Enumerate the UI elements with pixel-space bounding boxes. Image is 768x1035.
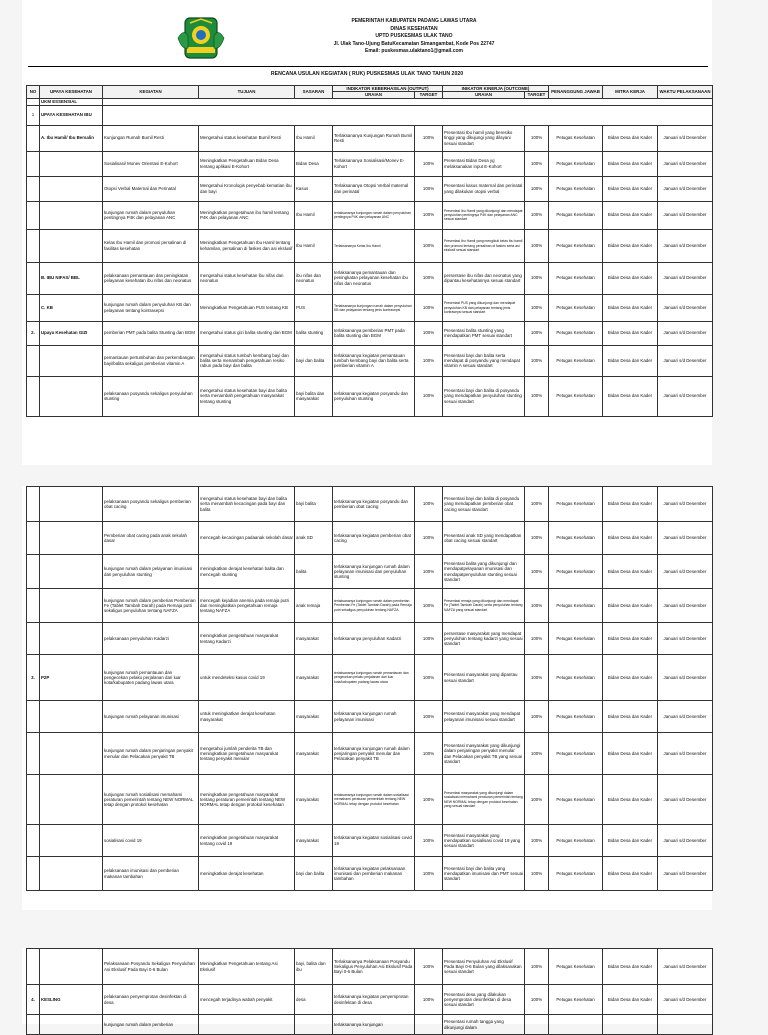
letterhead-text — [234, 18, 594, 56]
table-row: pelaksanaan imunisasi dan pemberian makanan tambahan meningkatkan derajat kesehatan bayi dan balita terlaksananya kegiatan pelaksanaan imunisasi dan pemberian makanan tambahan 100% Presentasi bayi dan balita yang mendapatkan imunisasi dan PMT sesuai standart 100% Petugas Kesehatan Bidan Desa dan Kader Januari s/d Desember — [27, 857, 713, 891]
letterhead — [22, 0, 712, 80]
table-row: 1 UPAYA KESEHATAN IBU — [27, 105, 713, 125]
department-name: DINAS KESEHATAN — [390, 25, 438, 32]
email: Email: puskesmas.ulaktano1@gmail.com — [365, 48, 463, 55]
table-row: 4. KESLING pelaksanaan penyemprotan desinfektan di desa mencegah terjadinya wabah penyakit desa terlaksananya kegiatan penyemprotan desinfektan di desa 100% Presentasi desa yang dilakukan penyemprotan desinfektan di desa sesuai standart 100% Petugas Kesehatan Bidan Desa dan Kader Januari s/d Desember — [27, 985, 713, 1015]
table-row: Kelas Ibu Hamil dan promosi persalinan di fasilitas kesehatan Meningkatkan Pengetahuan Ibu Hamil tentang kehamilan, persalinan di faskes dan asi ekslusif Ibu Hamil Terlaksananya Kelas Ibu Hamil 100% Presentasi Ibu Hamil yang mengikuti kelas ibu hamil dan promosi tentang persalinan di faskes serta asi ekslusif sesuai standart 100% Petugas Kesehatan Bidan Desa dan Kader Januari s/d Desember — [27, 229, 713, 262]
col-waktu: WAKTU PELAKSANAAN — [658, 86, 713, 99]
table-row: kunjungan rumah dalam penjaringan penyakit menular dan Pelacakan penyakit TB mengetahui jumlah penderita TB dan meningkatkan pengetahuan masyarakat tentang penyakit menular masyarakat terlaksananya kunjungan rumah dalam penjaringan penyakit menular dan Pelacakan penyakit TB 100% Presentasi masyarakat yang dikunjungi dalam penjaringan penyakit menular dan Pelacakan penyakit TB yang sesuai standart 100% Petugas Kesehatan Bidan Desa dan Kader Januari s/d Desember — [27, 733, 713, 775]
table-row: kunjungan rumah dalam pemberian terlaksananya kunjungan Presentasi rumah tangga yang dikunjungi dalam — [27, 1015, 713, 1035]
document-page-3 — [22, 948, 712, 1030]
document-page-2 — [22, 486, 712, 910]
col-mitra: MITRA KERJA — [603, 86, 658, 99]
col-output-target: TARGET — [415, 92, 443, 98]
col-sasaran: SASARAN — [295, 86, 333, 99]
table-row: pelaksanaan penyuluhan Kadarzi meningkatkan pengetahuan masyarakat tentang Kadarzi masyarakat terlaksananya penyuluhan Kadarzi 100% persentase masyarakat yang mendapat penyuluhan tentang kadarzi yang sesuai standart 100% Petugas Kesehatan Bidan Desa dan Kader Januari s/d Desember — [27, 623, 713, 655]
puskesmas-name: UPTD PUSKESMAS ULAK TANO — [375, 33, 453, 40]
ruk-table-page-1 — [26, 85, 713, 417]
table-row: Pelaksanaan Posyandu Sekaligus Penyuluhan Asi Ekslusif Pada Bayi 0-6 Bulan Meningkatkan Pengetahuan tentang Asi Ekslusif bayi, balita dan ibu Terlaksananya Pelaksanaan Posyandu Sekaligus Penyuluhan Asi Ekslusif Pada Bayi 0-6 Bulan 100% Presentasi Penyuluhan Asi Ekslusif Pada Bayi 0-6 Bulan yang dilaksanakan sesuai standart 100% Petugas Kesehatan Bidan Desa dan Kader Januari s/d Desember — [27, 949, 713, 985]
table-row: Sosialisasi/ Monev Orientasi E-Kohort Meningkatkan Pengetahuan Bidan Desa tentang aplikasi E-Kohort Bidan Desa Terlaksananya Sosialisasi/Monev E-Kohort 100% Presentasi Bidan Desa yg melaksanakan input E-Kohort 100% Petugas Kesehatan Bidan Desa dan Kader Januari s/d Desember — [27, 151, 713, 176]
col-outcome: INIKATOR KINERJA (OUTCOME) — [443, 86, 549, 92]
regency-logo-icon — [176, 16, 226, 60]
table-row: A. Ibu Hamil/ Ibu Bersalin Kunjungan Rumah Bumil Resti Mengetahui status kesehatan Bumil Resti Ibu Hamil Terlaksananya Kunjungan Rumah Bumil Resti 100% Presentasi Ibu hamil yang beresiko tinggi yang dikujungi yang dilayani sesuai standart 100% Petugas Kesehatan Bidan Desa dan Kader Januari s/d Desember — [27, 125, 713, 151]
table-row: pelaksanaan posyandu sekaligus penyuluhan stunting mengetahui status kesehatan bayi dan balita serta menambah pengetahuan masyarakat tentang stunting bayi balita dan masyarakat terlaksananya kegiatan posyandu dan penyuluhan stunting 100% Presentasi bayi dan balita di posyandu yang mendapatkan penyuluhan stunting sesuai standart 100% Petugas Kesehatan Bidan Desa dan Kader Januari s/d Desember — [27, 376, 713, 416]
table-row: kunjungan rumah dalam pelayanan imunisasi dan penyuluhan stunting meningkatkan derajat kesehatan balita dan mencegah stunting balita terlaksananya kunjungan rumah dalam pelayanan imunisasi dan penyuluhan stunting 100% Presentasi balita yang dikunjungi dan mendapatpelayanan imunisasi dan mendapatpenyuluhan stunting sesuai standart 100% Petugas Kesehatan Bidan Desa dan Kader Januari s/d Desember — [27, 555, 713, 589]
table-row: 2. Upaya Kesehatan GIZI pemberian PMT pada balita Stunting dan BGM mengetahui status gizi balita stunting dan BGM balita stunting terlaksananya pemberian PMT pada balita stunting dan BGM 100% Presentasi balita stunting yang mendapatkan PMT sesuai standart 100% Petugas Kesehatan Bidan Desa dan Kader Januari s/d Desember — [27, 321, 713, 345]
table-row: kunjungan rumah sosialisasi memahami peraturan pemerintah tentang NEW NORMAL tetap dengan protokol kesehatan meningkatkan pengetahuan masyarakat tentang peraturan pemerintah tentang NEW NORMAL tetap dengan protokol kesehatan masyarakat terlaksananya kunjungan rumah dalam sosialisasi memahami peraturan pemerintah tentang NEW NORMAL tetap dengan protokol kesehatan 100% Presentasi masyarakat yang dikunjungi dalam sosialisasi memahami peraturan pemerintah tentang NEW NORMAL tetap dengan protokol kesehatan yang sesuai standart 100% Petugas Kesehatan Bidan Desa dan Kader Januari s/d Desember — [27, 775, 713, 825]
col-no: NO — [27, 86, 40, 99]
col-outcome-target: TARGET — [525, 92, 549, 98]
table-row: sosialisasi covid 19 meningkatkan pengetahuan masyarakat tentang covid 19 masyarakat terlaksananya kegiatan sosialisasi covid 19 100% Presentasi masyarakat yang mendapatkan sosialisasi covid 19 yang sesuai standart 100% Petugas Kesehatan Bidan Desa dan Kader Januari s/d Desember — [27, 825, 713, 857]
letterhead-divider — [28, 66, 708, 67]
table-row: pelaksanaan posyandu sekaligus pemberian obat cacing mengetahui status kesehatan bayi dan balita serta menambah kecacingan pada bayi dan balita bayi balita terlaksananya kegiatan posyandu dan pemberian obat cacing 100% Presentasi bayi dan balita di posyandu yang mendapatkan pemberian obat cacing sesuai standart 100% Petugas Kesehatan Bidan Desa dan Kader Januari s/d Desember — [27, 487, 713, 522]
document-page-1 — [22, 0, 712, 465]
ruk-table-page-2 — [26, 486, 713, 891]
table-row: kunjungan rumah dalam pemberian Pemberian Fe (Tablet Tambah Darah) pada Remaja putri sekaligus penyuluhan tentang NAFZA mencegah kejadian anemia pada remaja putri dan meningkatkan pengetahuan remaja tentang NAFZA anak remaja terlaksananya kunjungan rumah dalam pemberian Pemberian Fe (Tablet Tambah Darah) pada Remaja putri sekaligus penyuluhan tentang NAFZA 100% Presentasi remaja yang dikunjungi dan mendapat Fe (Tablet Tambah Darah) serta penyuluhan tentang NAFZA yang sesuai standart 100% Petugas Kesehatan Bidan Desa dan Kader Januari s/d Desember — [27, 589, 713, 623]
table-row: 3. P2P kunjungan rumah pemantauan dan pengecekan pelaku perjalanan dari luar kota/kabupaten padang lawas utara untuk mendeteksi kasus covid 19 masyarakat terlaksananya kunjungan rumah pemantauan dan pengecekan pelaku perjalanan dari luar kota/kabupaten padang lawas utara 100% Presentasi masyarakat yang dipantau sesuai standart 100% Petugas Kesehatan Bidan Desa dan Kader Januari s/d Desember — [27, 655, 713, 701]
table-row: pemantauan pertumbuhan dan perkembangan bayi/balita sekaligus pemberian vitamin A mengetahui status tumbuh kembang bayi dan balita serta menambah pengetahuan resiko rabun pada bayi dan balita bayi dan balita terlaksananya kegiatan pemantauan tumbuh kembang bayi dan balita serta pemberian vitamin A 100% Presentasi bayi dan balita serta mendapat di posyandu yang mendapat vitamin A sesuai standart 100% Petugas Kesehatan Bidan Desa dan Kader Januari s/d Desember — [27, 345, 713, 376]
address: Jl. Ulak Tano-Ujung BatuKecamatan Simangambat, Kode Pos 22747 — [333, 40, 495, 47]
ukm-label: UKM ESSENSIAL — [40, 98, 103, 105]
col-penanggung-jawab: PENANGGUNG JAWAB — [549, 86, 603, 99]
col-tujuan: TUJUAN — [199, 86, 295, 99]
table-row: B. IBU NIFAS/ BBL pelaksanaan pemantauan dan peningkatan pelayanan kesehatan ibu nifas dan neonatus mengetahui status kesehatan ibu nifas dan neonatus ibu nifas dan neonatus terlaksananya pemantauan dan peningkatan pelayanan kesehatan ibu nifas dan neonatus 100% persentase ibu nifas dan neonatus yang dipantau kesehatannya sesuai standart 100% Petugas Kesehatan Bidan Desa dan Kader Januari s/d Desember — [27, 262, 713, 294]
document-title: RENCANA USULAN KEGIATAN ( RUK) PUSKESMAS ULAK TANO TAHUN 2020 — [270, 71, 464, 77]
col-output-uraian: URAIAN — [333, 92, 415, 98]
table-row: kunjungan rumah pelayanan imunisasi untuk meningkatkan derajat kesehatan masyarakat masyarakat terlaksananya kunjungan rumah pelayanan imunisasi 100% Presentasi masyarakat yang mendapat pelayanan imunisasi sesuai standart 100% Petugas Kesehatan Bidan Desa dan Kader Januari s/d Desember — [27, 701, 713, 733]
col-kegiatan: KEGIATAN — [103, 86, 199, 99]
table-row: kunjungan rumah dalam penyuluhan pentingnya P4K dan pelayanan ANC Meningkatkan pengetahuan ibu hamil tentang P4K dan pelayanan ANC Ibu Hamil terlaksananya kunjungan rumah dalam penyuluhan pentingnya P4K dan pelayanan ANC 100% Presentasi Ibu Hamil yang dikunjungi dan mendapat penyuluhan pentingnya P4K dan pelayanan ANC sesuai standart 100% Petugas Kesehatan Bidan Desa dan Kader Januari s/d Desember — [27, 201, 713, 229]
ruk-table-page-3 — [26, 948, 713, 1035]
col-upaya: UPAYA KESEHATAN — [40, 86, 103, 99]
table-row: Otopsi Verbal Maternal dan Perinatal Mengetahui Kronologis penyebab kematian ibu dan bayi Kasus Terlaksananya Otopsi Verbal maternal dan perinatal 100% Presentasi kasus maternal dan perinatal yang dilakukan otopsi verbal 100% Petugas Kesehatan Bidan Desa dan Kader Januari s/d Desember — [27, 176, 713, 201]
table-row: C. KB kunjungan rumah dalam penyuluhan KB dan pelayanan tentang kontrasepsi Meningkatkan Pengetahuan PUS tentang KB PUS Terlaksananya kunjungan rumah dalam penyuluhan KB dan pelayanan tentang jenis kontrasepsi 100% Presentasi PUS yang dikunjungi dan mendapat penyuluhan KB dan pelayanan tentang jenis kontrasepsi sesuai standart 100% Petugas Kesehatan Bidan Desa dan Kader Januari s/d Desember — [27, 294, 713, 321]
col-output: INDIKATOR KEBERHASILAN (OUTPUT) — [333, 86, 443, 92]
col-outcome-uraian: URAIAN — [443, 92, 525, 98]
government-name: PEMERINTAH KABUPATEN PADANG LAWAS UTARA — [351, 18, 477, 24]
table-row: Pemberian obat cacing pada anak sekolah dasar mencegah kecacingan padaanak sekolah dasar anak SD terlaksananya kegiatan pemberian obat cacing 100% Presentasi anak SD yang mendapatkan obat cacing sesuai standart 100% Petugas Kesehatan Bidan Desa dan Kader Januari s/d Desember — [27, 522, 713, 555]
